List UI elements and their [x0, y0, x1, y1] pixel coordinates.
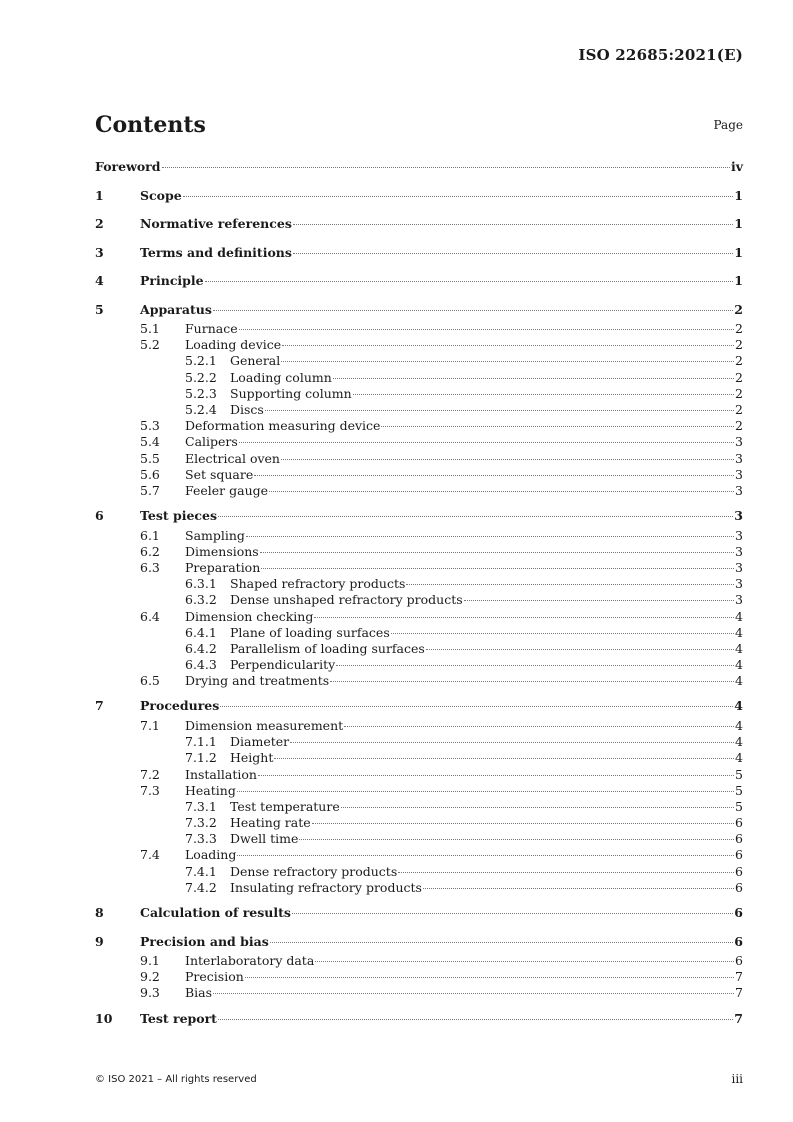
dot-leader	[274, 758, 734, 759]
dot-leader	[464, 600, 734, 601]
toc-entry[interactable]	[95, 880, 743, 896]
toc-entry-page[interactable]: 6	[735, 847, 743, 863]
toc-entry[interactable]	[95, 298, 743, 322]
toc-entry-number: 7.3.3	[185, 831, 217, 847]
document-code: ISO 22685:2021(E)	[578, 46, 743, 64]
toc-entry-page[interactable]: 2	[735, 353, 743, 369]
dot-leader	[269, 491, 734, 492]
toc-entry-number: 1	[95, 187, 104, 203]
toc-entry-page[interactable]: 5	[735, 798, 743, 814]
toc-entry-page[interactable]: 2	[735, 337, 743, 353]
toc-entry-number: 6.3.2	[185, 592, 217, 608]
toc-entry-number: 5.6	[140, 466, 160, 482]
dot-leader	[336, 665, 734, 666]
dot-leader	[353, 394, 734, 395]
toc-entry-number: 7.4.2	[185, 879, 217, 895]
toc-entry-number: 2	[95, 216, 104, 231]
dot-leader	[312, 823, 734, 824]
dot-leader	[330, 681, 734, 682]
toc-entry-page[interactable]: 6	[735, 953, 743, 968]
toc-entry-number: 9	[95, 933, 104, 949]
dot-leader	[237, 855, 734, 856]
toc-entry-number: 8	[95, 905, 104, 920]
dot-leader	[260, 552, 734, 553]
toc-entry[interactable]	[95, 985, 743, 1001]
dot-leader	[391, 633, 734, 634]
toc-entry-title[interactable]: General	[230, 353, 281, 369]
dot-leader	[220, 706, 733, 707]
toc-entry-title[interactable]: Test report	[140, 1010, 217, 1026]
dot-leader	[281, 361, 734, 362]
toc-entry-page[interactable]: 4	[735, 673, 743, 689]
toc-entry-page[interactable]: 4	[735, 717, 743, 733]
toc-entry-title[interactable]: Deformation measuring device	[185, 418, 381, 434]
toc-entry-page[interactable]: 4	[735, 657, 743, 673]
toc-entry-page[interactable]: 1	[734, 273, 743, 288]
toc-entry-title[interactable]: Drying and treatments	[185, 673, 330, 689]
toc-entry-page[interactable]: 3	[735, 434, 743, 450]
toc-entry-page[interactable]: 7	[734, 1010, 743, 1026]
toc-entry-title[interactable]: Dwell time	[230, 831, 299, 847]
toc-entry-number: 5.2.1	[185, 353, 217, 369]
toc-entry-number: 6.5	[140, 673, 160, 689]
toc-entry[interactable]	[95, 901, 743, 925]
toc-entry-title[interactable]: Dimension checking	[185, 608, 314, 624]
dot-leader	[293, 253, 733, 254]
toc-entry[interactable]	[95, 734, 743, 750]
dot-leader	[261, 568, 734, 569]
toc-entry-title[interactable]: Electrical oven	[185, 450, 280, 466]
dot-leader	[341, 807, 734, 808]
toc-entry-title[interactable]: Parallelism of loading surfaces	[230, 640, 425, 656]
dot-leader	[258, 775, 734, 776]
toc-entry-page[interactable]: 2	[735, 321, 743, 336]
toc-entry[interactable]	[95, 718, 743, 734]
toc-entry-page[interactable]: 3	[735, 482, 743, 498]
toc-entry[interactable]	[95, 673, 743, 689]
toc-entry[interactable]	[95, 750, 743, 766]
toc-entry-title[interactable]: Loading	[185, 847, 237, 863]
toc-entry-page[interactable]: 2	[735, 418, 743, 434]
toc-entry-title[interactable]: Furnace	[185, 321, 238, 336]
toc-entry-number: 9.3	[140, 985, 160, 1001]
toc-entry-number: 7.1	[140, 717, 160, 733]
toc-entry-title[interactable]: Precision and bias	[140, 933, 269, 949]
toc-entry-number: 3	[95, 244, 104, 260]
toc-entry-page[interactable]: 5	[735, 782, 743, 798]
dot-leader	[213, 993, 734, 994]
dot-leader	[293, 224, 733, 225]
toc-entry-title[interactable]: Dimension measurement	[185, 717, 344, 733]
toc-entry-page[interactable]: 6	[735, 831, 743, 847]
toc-entry-page[interactable]: 3	[735, 576, 743, 592]
page-title: Contents	[95, 112, 206, 138]
toc-entry[interactable]	[95, 353, 743, 369]
toc-entry-page[interactable]: 4	[735, 608, 743, 624]
table-of-contents	[95, 155, 743, 1030]
toc-entry-page[interactable]: 5	[735, 766, 743, 782]
toc-entry[interactable]	[95, 504, 743, 528]
toc-entry-page[interactable]: 3	[735, 466, 743, 482]
toc-entry-title[interactable]: Heating rate	[230, 815, 311, 831]
toc-entry-page[interactable]: 1	[734, 187, 743, 203]
toc-entry-number: 6.3	[140, 559, 160, 575]
toc-entry-title[interactable]: Set square	[185, 466, 254, 482]
dot-leader	[183, 196, 734, 197]
dot-leader	[270, 942, 734, 943]
toc-entry[interactable]	[95, 337, 743, 353]
toc-entry-title[interactable]: Shaped refractory products	[230, 576, 406, 592]
toc-entry[interactable]	[95, 609, 743, 625]
toc-entry-page[interactable]: 3	[735, 559, 743, 575]
page-column-label: Page	[713, 118, 743, 132]
toc-entry-number: 7.1.2	[185, 750, 217, 766]
toc-entry[interactable]	[95, 483, 743, 499]
toc-entry[interactable]	[95, 831, 743, 847]
dot-leader	[245, 977, 734, 978]
toc-entry-title[interactable]: Preparation	[185, 559, 261, 575]
toc-entry-number: 6.4	[140, 608, 160, 624]
toc-entry[interactable]	[95, 467, 743, 483]
dot-leader	[205, 281, 734, 282]
toc-entry[interactable]	[95, 864, 743, 880]
toc-entry-page[interactable]: 6	[735, 879, 743, 895]
toc-entry-title[interactable]: Principle	[140, 273, 204, 288]
toc-entry[interactable]	[95, 576, 743, 592]
toc-entry[interactable]	[95, 155, 743, 179]
toc-entry-page[interactable]: 3	[735, 450, 743, 466]
toc-entry-title[interactable]: Feeler gauge	[185, 482, 269, 498]
toc-entry-number: 5.4	[140, 434, 160, 450]
toc-entry-number: 7	[95, 698, 104, 714]
toc-entry-title[interactable]: Procedures	[140, 698, 220, 714]
dot-leader	[246, 536, 734, 537]
toc-entry-number: 6.3.1	[185, 576, 217, 592]
toc-entry-page[interactable]: 7	[735, 969, 743, 985]
toc-entry-title[interactable]: Loading device	[185, 337, 282, 353]
toc-entry-number: 6.2	[140, 543, 160, 559]
toc-entry-number: 5.1	[140, 321, 160, 336]
toc-entry[interactable]	[95, 418, 743, 434]
toc-entry-page[interactable]: 4	[735, 624, 743, 640]
toc-entry-title[interactable]: Sampling	[185, 527, 245, 543]
dot-leader	[333, 378, 734, 379]
dot-leader	[239, 329, 734, 330]
toc-entry[interactable]	[95, 953, 743, 969]
toc-entry-page[interactable]: 3	[735, 543, 743, 559]
toc-entry-number: 7.3	[140, 782, 160, 798]
toc-entry-title[interactable]: Interlaboratory data	[185, 953, 315, 968]
toc-entry[interactable]	[95, 451, 743, 467]
toc-entry-number: 7.4.1	[185, 863, 217, 879]
toc-entry[interactable]	[95, 370, 743, 386]
toc-entry-page[interactable]: 3	[734, 508, 743, 524]
toc-entry-title[interactable]: Precision	[185, 969, 244, 985]
toc-entry-number: 7.1.1	[185, 734, 217, 750]
toc-entry[interactable]	[95, 847, 743, 863]
toc-entry-page[interactable]: 4	[734, 698, 743, 714]
toc-entry-title[interactable]: Calipers	[185, 434, 238, 450]
toc-entry-page[interactable]: iv	[730, 159, 743, 174]
toc-entry-page[interactable]: 2	[734, 301, 743, 317]
toc-entry-title[interactable]: Test pieces	[140, 508, 218, 524]
toc-entry-number: 7.3.2	[185, 815, 217, 831]
toc-entry-number: 5.5	[140, 450, 160, 466]
toc-entry-number: 6.4.2	[185, 640, 217, 656]
footer-page-number: iii	[731, 1072, 743, 1086]
toc-entry-number: 6	[95, 508, 104, 524]
toc-entry[interactable]	[95, 269, 743, 293]
dot-leader	[398, 872, 734, 873]
toc-entry-title[interactable]: Diameter	[230, 734, 290, 750]
toc-entry-title[interactable]: Apparatus	[140, 301, 212, 317]
toc-entry-page[interactable]: 3	[735, 527, 743, 543]
toc-entry[interactable]	[95, 969, 743, 985]
dot-leader	[237, 791, 734, 792]
dot-leader	[282, 345, 734, 346]
toc-entry-title[interactable]: Dimensions	[185, 543, 259, 559]
toc-entry-page[interactable]: 3	[735, 592, 743, 608]
toc-entry-number: 5.3	[140, 418, 160, 434]
toc-entry-number: 6.4.3	[185, 657, 217, 673]
toc-entry[interactable]	[95, 212, 743, 236]
toc-entry-number: 5	[95, 301, 104, 317]
toc-entry[interactable]	[95, 402, 743, 418]
toc-entry-number: 7.2	[140, 766, 160, 782]
toc-entry[interactable]	[95, 241, 743, 265]
toc-entry-title[interactable]: Plane of loading surfaces	[230, 624, 390, 640]
toc-entry[interactable]	[95, 1007, 743, 1031]
toc-entry-title[interactable]: Loading column	[230, 369, 332, 385]
dot-leader	[218, 516, 733, 517]
dot-leader	[292, 913, 733, 914]
toc-entry-number: 5.2.4	[185, 401, 217, 417]
dot-leader	[315, 961, 734, 962]
toc-entry-title[interactable]: Perpendicularity	[230, 657, 336, 673]
dot-leader	[218, 1019, 733, 1020]
dot-leader	[299, 839, 734, 840]
toc-entry-page[interactable]: 6	[734, 905, 743, 920]
toc-entry-number: 5.2	[140, 337, 160, 353]
toc-entry-page[interactable]: 6	[735, 863, 743, 879]
toc-entry[interactable]	[95, 560, 743, 576]
toc-entry-page[interactable]: 6	[735, 815, 743, 831]
toc-entry-number: 7.4	[140, 847, 160, 863]
toc-entry-title[interactable]: Supporting column	[230, 385, 352, 401]
toc-entry-title[interactable]: Discs	[230, 401, 264, 417]
toc-entry-page[interactable]: 7	[735, 985, 743, 1001]
toc-entry-number: 6.4.1	[185, 624, 217, 640]
toc-entry-number: 4	[95, 273, 104, 288]
dot-leader	[381, 426, 734, 427]
toc-entry-number: 10	[95, 1010, 113, 1026]
toc-entry-number: 7.3.1	[185, 798, 217, 814]
toc-entry[interactable]	[95, 184, 743, 208]
toc-entry[interactable]	[95, 783, 743, 799]
toc-entry-title[interactable]: Test temperature	[230, 798, 340, 814]
dot-leader	[406, 584, 734, 585]
toc-entry-title[interactable]: Terms and definitions	[140, 244, 292, 260]
dot-leader	[423, 888, 734, 889]
toc-entry[interactable]	[95, 799, 743, 815]
toc-entry-title[interactable]: Normative references	[140, 216, 292, 231]
toc-entry-page[interactable]: 4	[735, 750, 743, 766]
toc-entry[interactable]	[95, 657, 743, 673]
dot-leader	[290, 742, 734, 743]
toc-entry-page[interactable]: 1	[734, 216, 743, 231]
toc-entry[interactable]	[95, 321, 743, 337]
dot-leader	[213, 310, 733, 311]
dot-leader	[254, 475, 734, 476]
dot-leader	[314, 617, 734, 618]
toc-entry-title[interactable]: Dense unshaped refractory products	[230, 592, 463, 608]
toc-entry[interactable]	[95, 434, 743, 450]
dot-leader	[426, 649, 734, 650]
toc-entry[interactable]	[95, 528, 743, 544]
toc-entry[interactable]	[95, 625, 743, 641]
toc-entry-title[interactable]: Calculation of results	[140, 905, 291, 920]
toc-entry-number: 9.2	[140, 969, 160, 985]
toc-entry[interactable]	[95, 544, 743, 560]
toc-entry-page[interactable]: 2	[735, 401, 743, 417]
toc-entry-page[interactable]: 2	[735, 385, 743, 401]
toc-entry-page[interactable]: 4	[735, 640, 743, 656]
toc-entry-title[interactable]: Heating	[185, 782, 236, 798]
toc-entry[interactable]	[95, 592, 743, 608]
toc-entry[interactable]	[95, 930, 743, 954]
toc-entry[interactable]	[95, 815, 743, 831]
dot-leader	[265, 410, 734, 411]
dot-leader	[239, 442, 734, 443]
toc-entry-number: 6.1	[140, 527, 160, 543]
dot-leader	[344, 726, 734, 727]
toc-entry-number: 5.2.3	[185, 385, 217, 401]
toc-entry[interactable]	[95, 694, 743, 718]
footer-copyright: © ISO 2021 – All rights reserved	[95, 1074, 257, 1085]
toc-entry-title[interactable]: Foreword	[95, 159, 161, 174]
toc-entry-page[interactable]: 4	[735, 734, 743, 750]
toc-entry-number: 5.2.2	[185, 369, 217, 385]
toc-entry-page[interactable]: 2	[735, 369, 743, 385]
toc-entry-number: 5.7	[140, 482, 160, 498]
toc-entry[interactable]	[95, 641, 743, 657]
dot-leader	[162, 167, 730, 168]
dot-leader	[281, 459, 734, 460]
toc-entry[interactable]	[95, 767, 743, 783]
toc-entry-title[interactable]: Height	[230, 750, 274, 766]
toc-entry-title[interactable]: Scope	[140, 187, 182, 203]
toc-entry-page[interactable]: 1	[734, 244, 743, 260]
toc-entry-title[interactable]: Installation	[185, 766, 257, 782]
toc-entry-title[interactable]: Insulating refractory products	[230, 879, 422, 895]
toc-entry-title[interactable]: Bias	[185, 985, 213, 1001]
toc-entry[interactable]	[95, 386, 743, 402]
toc-entry-page[interactable]: 6	[734, 933, 743, 949]
toc-entry-title[interactable]: Dense refractory products	[230, 863, 398, 879]
toc-entry-number: 9.1	[140, 953, 160, 968]
